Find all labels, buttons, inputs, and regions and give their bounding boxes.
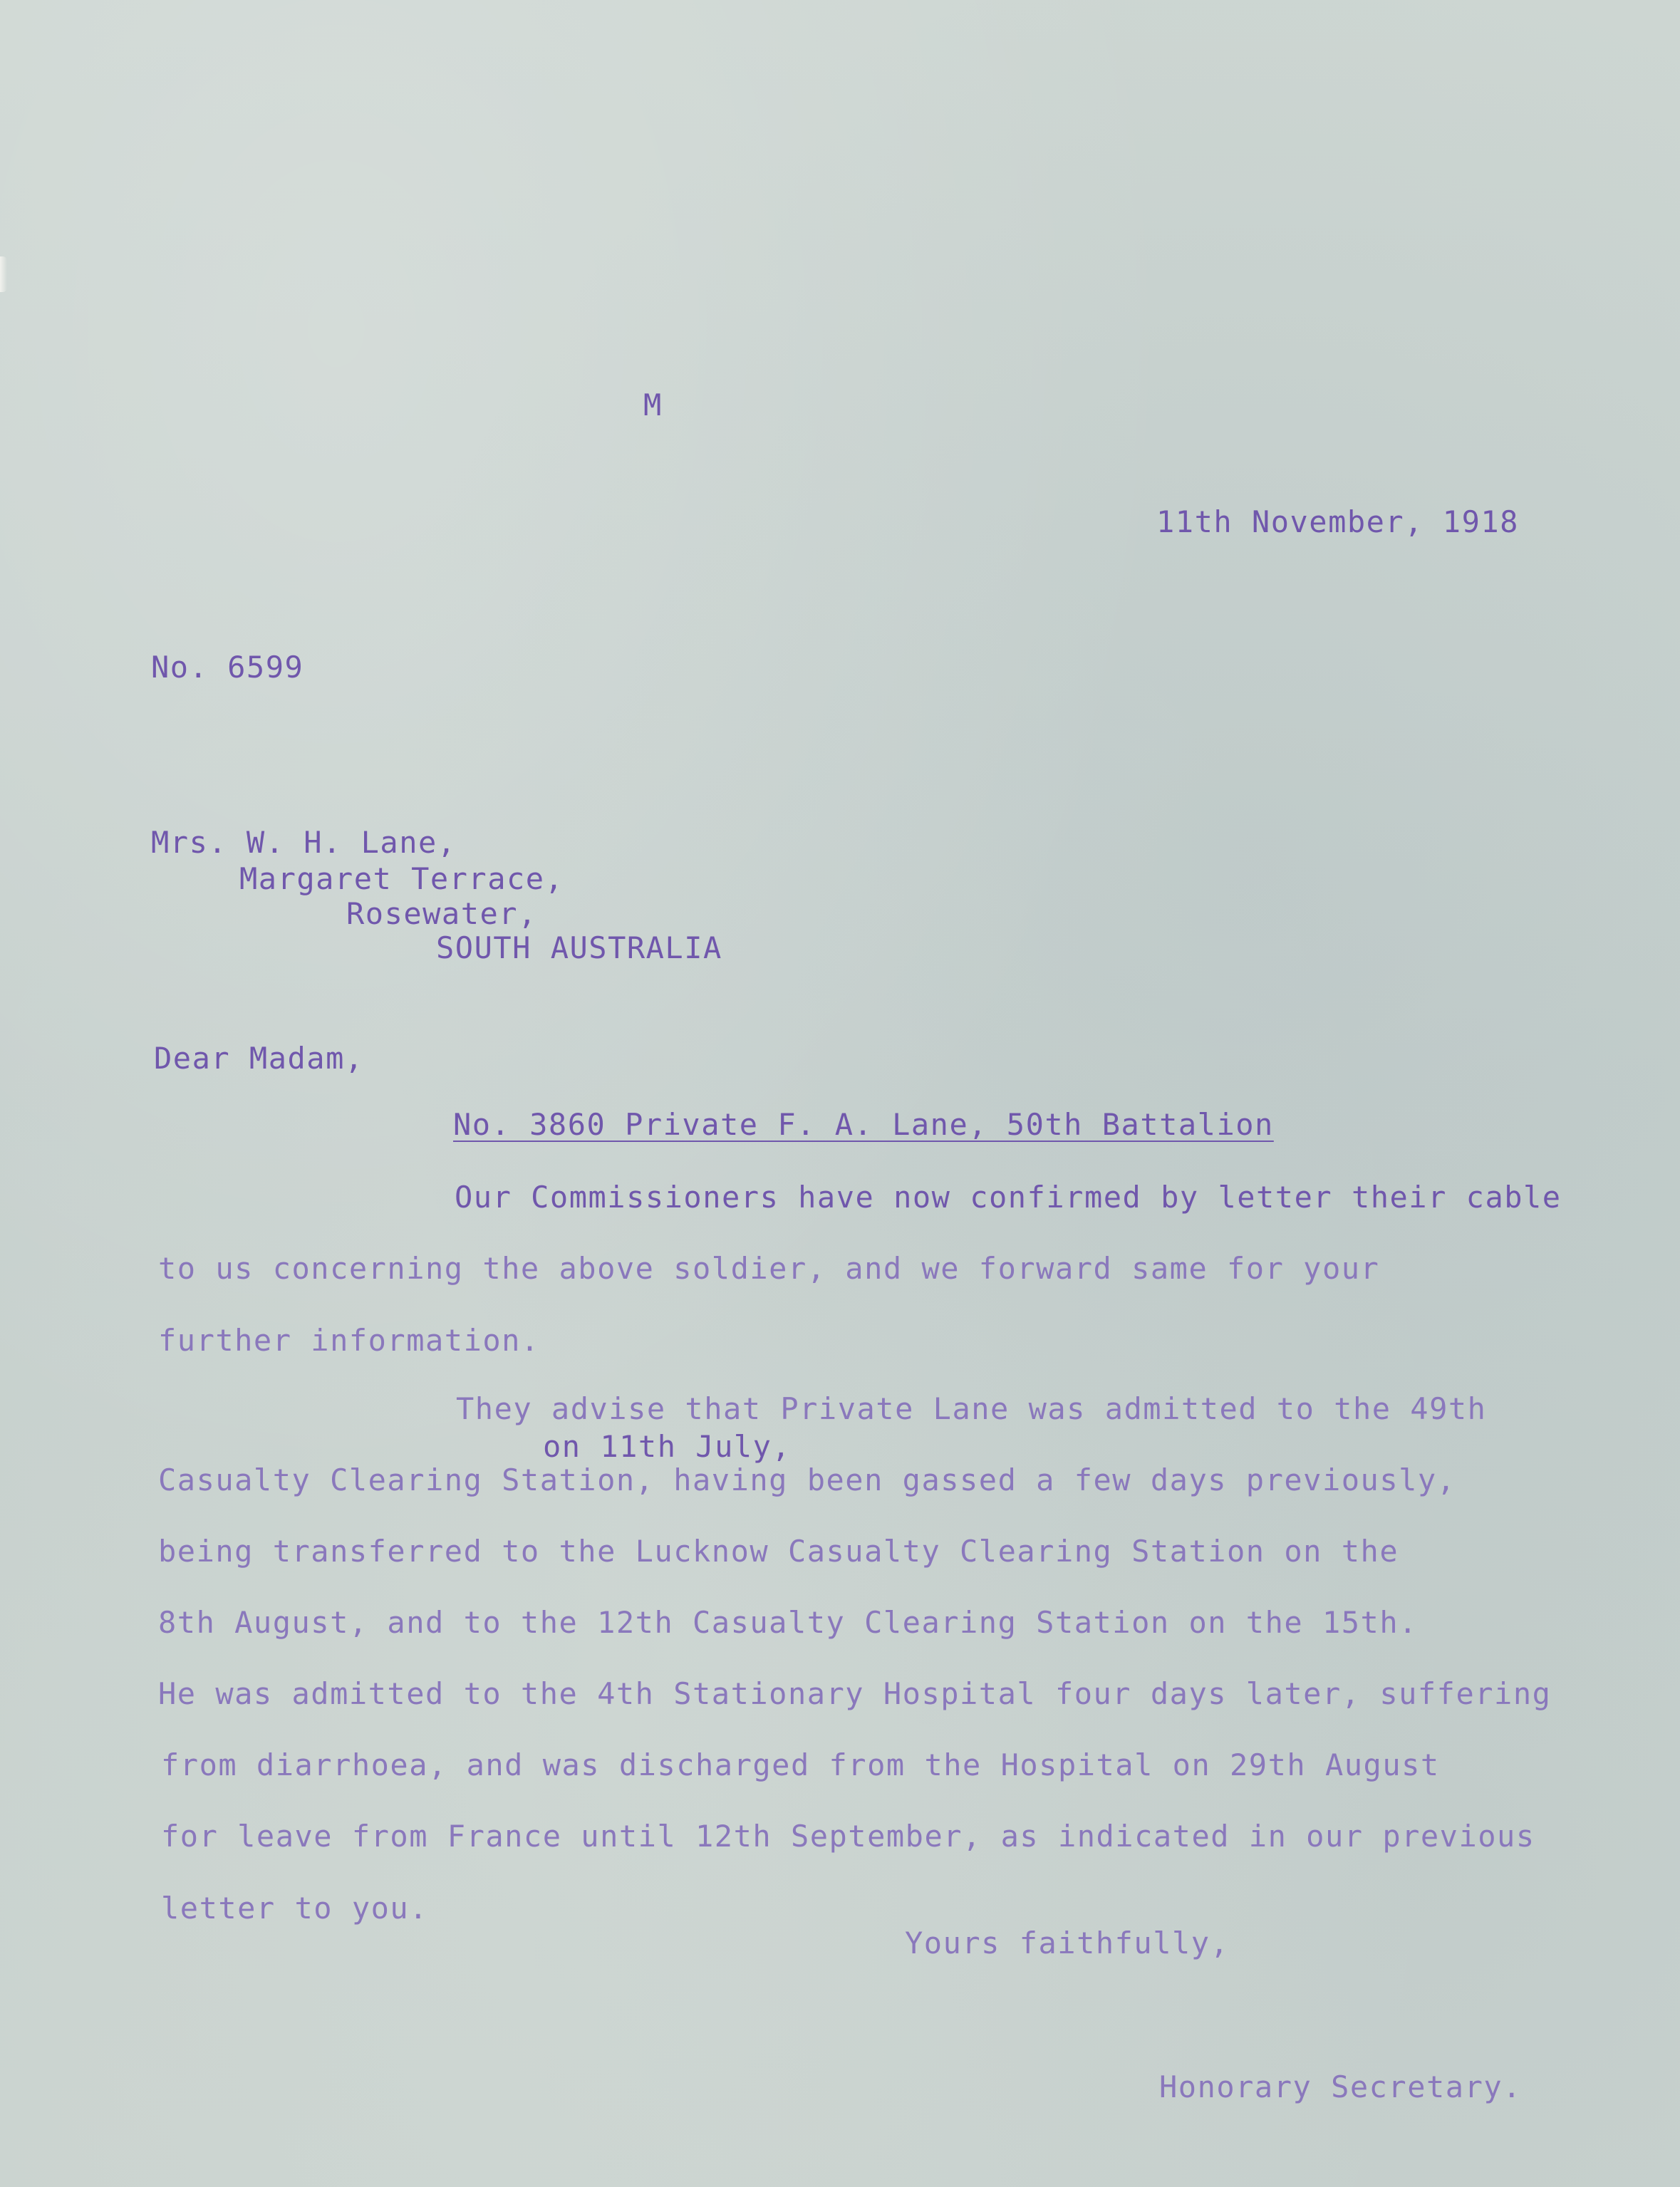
paper-edge-tear	[0, 256, 7, 292]
subject-heading: No. 3860 Private F. A. Lane, 50th Battalion	[453, 1107, 1274, 1142]
para2-insertion: on 11th July,	[543, 1429, 792, 1464]
signatory-title: Honorary Secretary.	[1159, 2069, 1522, 2104]
para2-line3: being transferred to the Lucknow Casualty Clearing Station on the	[158, 1534, 1399, 1569]
reference-number: No. 6599	[151, 650, 304, 685]
file-mark: M	[643, 388, 663, 422]
para1-line2: to us concerning the above soldier, and we forward same for your	[158, 1251, 1380, 1286]
para2-line6: from diarrhoea, and was discharged from the Hospital on 29th August	[161, 1747, 1440, 1782]
para2-line2: Casualty Clearing Station, having been gassed a few days previously,	[158, 1463, 1456, 1497]
para2-line1: They advise that Private Lane was admitted to the 49th	[456, 1391, 1487, 1426]
letter-date: 11th November, 1918	[1156, 504, 1519, 539]
address-line-suburb: Rosewater,	[346, 896, 537, 931]
address-line-state: SOUTH AUSTRALIA	[436, 930, 722, 965]
para2-line8: letter to you.	[161, 1891, 429, 1926]
address-line-street: Margaret Terrace,	[239, 861, 564, 896]
address-line-name: Mrs. W. H. Lane,	[151, 825, 457, 860]
para1-line3: further information.	[158, 1323, 540, 1358]
para2-line4: 8th August, and to the 12th Casualty Clearing Station on the 15th.	[158, 1605, 1418, 1640]
closing: Yours faithfully,	[905, 1926, 1230, 1960]
para1-line1: Our Commissioners have now confirmed by letter their cable	[455, 1180, 1562, 1215]
para2-line7: for leave from France until 12th September, as indicated in our previous	[161, 1819, 1535, 1854]
salutation: Dear Madam,	[154, 1041, 364, 1076]
para2-line5: He was admitted to the 4th Stationary Hospital four days later, suffering	[158, 1676, 1552, 1711]
